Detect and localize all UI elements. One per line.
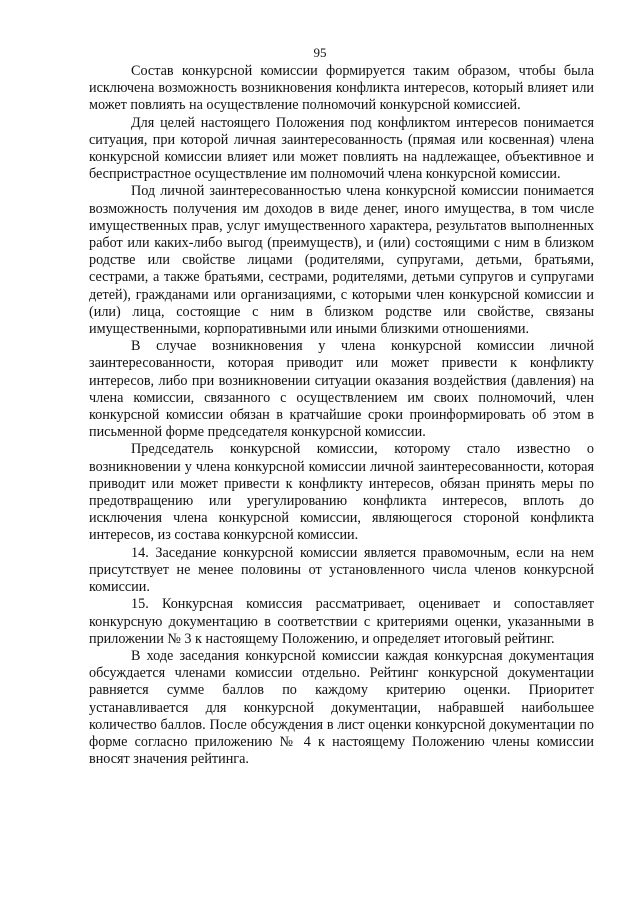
document-body [89,63,594,768]
page-number: 95 [313,45,327,60]
paragraph-commission-composition: Состав конкурсной комиссии формируется таким образом, чтобы была исключена возможность возникновения конфликта интересов, который влияет или может повлиять на осуществление полномочий конкурсной комиссией. [89,63,594,114]
paragraph-item-15: 15. Конкурсная комиссия рассматривает, оценивает и сопоставляет конкурсную документацию в соответствии с критериями оценки, указанными в приложении № 3 к настоящему Положению, и определяет итоговый рейтинг. [89,596,594,647]
paragraph-rating-procedure: В ходе заседания конкурсной комиссии каждая конкурсная документация обсуждается членами комиссии отдельно. Рейтинг конкурсной документации равняется сумме баллов по каждому критерию оценки. Приоритет устанавливается для конкурсной документации, набравшей наибольшее количество баллов. После обсуждения в лист оценки конкурсной документации по форме согласно приложению № 4 к настоящему Положению члены комиссии вносят значения рейтинга. [89,647,594,768]
paragraph-item-14: 14. Заседание конкурсной комиссии является правомочным, если на нем присутствует не менее половины от установленного числа членов конкурсной комиссии. [89,544,594,596]
paragraph-notification-duty: В случае возникновения у члена конкурсной комиссии личной заинтересованности, которая приводит или может привести к конфликту интересов, либо при возникновении ситуации оказания воздействия (давления) на члена комиссии, связанного с осуществлением им своих полномочий, член конкурсной комиссии обязан в кратчайшие сроки проинформировать об этом в письменной форме председателя конкурсной комиссии. [89,338,594,441]
paragraph-chairman-measures: Председатель конкурсной комиссии, которому стало известно о возникновении у члена конкурсной комиссии личной заинтересованности, которая приводит или может привести к конфликту интересов, обязан принять меры по предотвращению или урегулированию конфликта интересов, вплоть до исключения члена конкурсной комиссии, являющегося стороной конфликта интересов, из состава конкурсной комиссии. [89,441,594,544]
paragraph-conflict-definition: Для целей настоящего Положения под конфликтом интересов понимается ситуация, при которой личная заинтересованность (прямая или косвенная) члена конкурсной комиссии влияет или может повлиять на надлежащее, объективное и беспристрастное осуществление им полномочий члена конкурсной комиссии. [89,114,594,183]
paragraph-personal-interest: Под личной заинтересованностью члена конкурсной комиссии понимается возможность получения им доходов в виде денег, иного имущества, в том числе имущественных прав, услуг имущественного характера, результатов выполненных работ или каких-либо выгод (преимуществ), и (или) состоящими с ним в близком родстве или свойстве лицами (родителями, супругами, детьми, братьями, сестрами, а также братьями, сестрами, родителями, детьми супругов и супругами детей), гражданами или организациями, с которыми член конкурсной комиссии и (или) лица, состоящие с ним в близком родстве или свойстве, связаны имущественными, корпоративными или иными близкими отношениями. [89,183,594,338]
